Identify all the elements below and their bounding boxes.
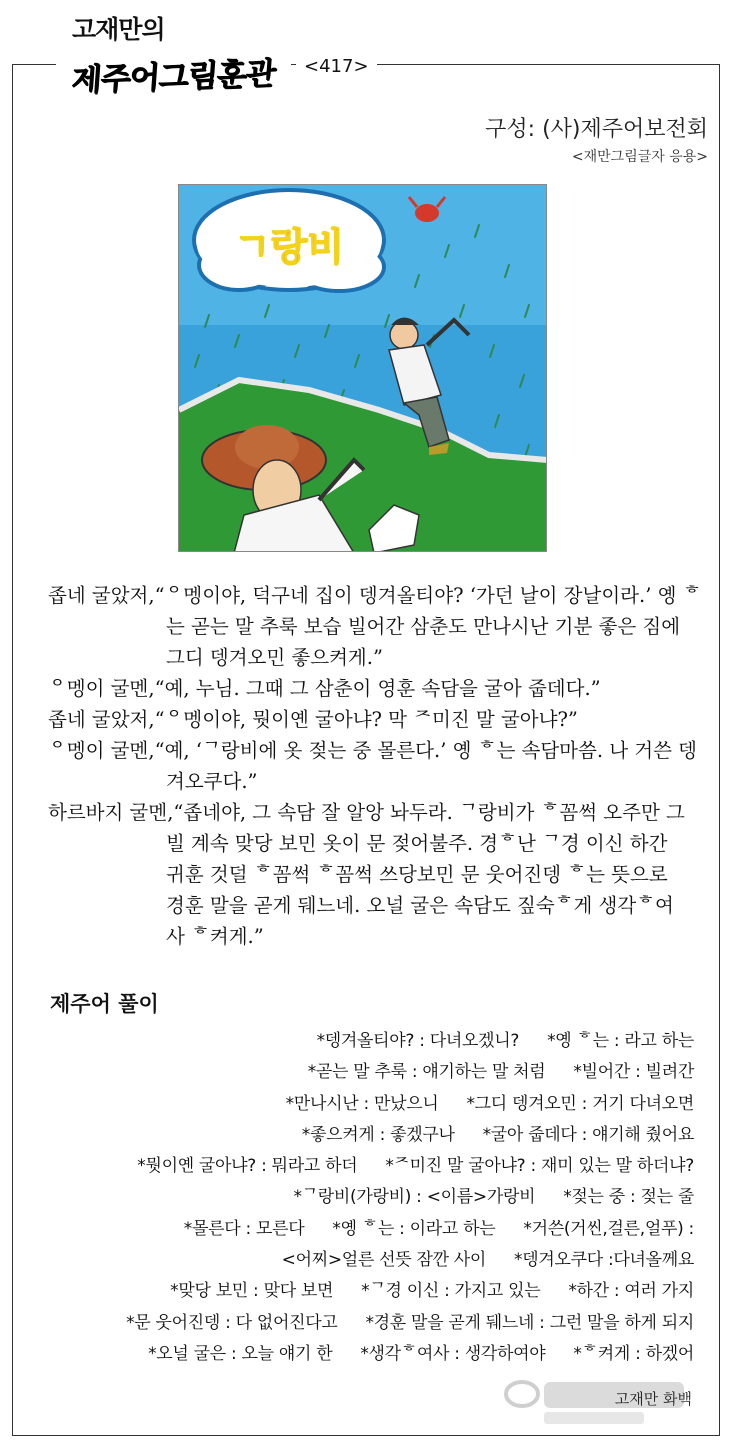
series-title: 고재만의	[72, 15, 165, 44]
glossary-term: *옝 ᄒ는 : 이라고 하는	[332, 1218, 496, 1239]
glossary-term: *ᄒ켜게 : 하겠어	[573, 1343, 694, 1364]
glossary-row	[34, 1245, 694, 1276]
speech-line: “예, ‘ᄀ랑비에 옷 젖는 중 몰른다.’ 옝 ᄒ는 속담마씀. 나 거쓴 뎅	[154, 739, 697, 762]
glossary-term: *좋으켜게 : 좋겠구나	[301, 1124, 455, 1145]
speaker-label: ᄋ멩이 굴멘,	[48, 739, 155, 762]
glossary-list	[34, 1026, 694, 1370]
glossary-term: *빌어간 : 빌려간	[573, 1062, 694, 1083]
speech-line: “ᄋ멩이야, 덕구네 집이 뎅겨올티야? ‘가던 날이 장날이라.’ 옝 ᄒ	[154, 584, 702, 607]
speaker-label: ᄋ멩이 굴멘,	[48, 677, 155, 700]
dialogue-entry-5	[48, 797, 708, 952]
glossary-term: *생각ᄒ여사 : 생각하여야	[360, 1343, 546, 1364]
dialogue-entry-1	[48, 580, 708, 673]
speaker-label: 좁네 굴았저,	[48, 584, 155, 607]
dialogue-block	[48, 580, 708, 952]
composition-credit: 구성: (사)제주어보전회	[485, 117, 708, 142]
column-logo-text: 제주어그림훈관	[70, 54, 276, 99]
glossary-term: *문 웃어진뎅 : 다 없어진다고	[126, 1312, 338, 1333]
glossary-term: *맞당 보민 : 맞다 보면	[170, 1281, 334, 1302]
glossary-row	[34, 1308, 694, 1339]
lettering-credit: <재만그림글자 응용>	[571, 149, 708, 165]
glossary-term: *몰른다 : 모른다	[183, 1218, 305, 1239]
word-cloud	[194, 190, 384, 291]
glossary-term: *젖는 중 : 젖는 줄	[563, 1187, 694, 1208]
glossary-row	[34, 1276, 694, 1307]
dialogue-entry-2	[48, 673, 708, 704]
glossary-row	[34, 1089, 694, 1120]
dialogue-entry-3	[48, 704, 708, 735]
glossary-row	[34, 1151, 694, 1182]
speech-line: 빌 계속 맞당 보민 옷이 문 젖어불주. 경ᄒ난 ᄀ경 이신 하간	[166, 832, 668, 855]
glossary-term: *뎅겨올티야? : 다녀오겠니?	[316, 1031, 520, 1051]
cartoon-illustration	[178, 184, 547, 552]
speech-line: 는 곧는 말 추룩 보습 빌어간 삼춘도 만나시난 기분 좋은 짐에	[166, 615, 681, 638]
speech-line: “ᄋ멩이야, 뭣이옌 굴아냐? 막 ᄌ미진 말 굴아냐?”	[154, 708, 578, 731]
glossary-term: *만나시난 : 만났으니	[285, 1093, 439, 1114]
speaker-label: 하르바지 굴멘,	[48, 801, 174, 824]
glossary-term: *ᄀ랑비(가랑비) : <이름>가랑비	[293, 1187, 536, 1208]
glossary-term: *하간 : 여러 가지	[568, 1281, 694, 1302]
glossary-row	[34, 1214, 694, 1245]
rain-scene-drawing	[179, 185, 547, 552]
glossary-row	[34, 1120, 694, 1151]
cloud-title-text: ㄱ랑비	[233, 225, 345, 269]
speech-line: 경훈 말을 곧게 뒈느네. 오널 굴은 속담도 짚숙ᄒ게 생각ᄒ여	[166, 894, 674, 917]
glossary-term: *경훈 말을 곧게 뒈느네 : 그런 말을 하게 되지	[365, 1312, 694, 1333]
glossary-title: 제주어 풀이	[50, 992, 159, 1016]
glossary-term: *굴아 줍데다 : 얘기해 줬어요	[482, 1124, 694, 1145]
speech-line: 그디 뎅겨오민 좋으켜게.”	[166, 646, 383, 669]
speech-line: “예, 누님. 그때 그 삼춘이 영훈 속담을 굴아 줍데다.”	[154, 677, 601, 700]
glossary-row	[34, 1026, 694, 1057]
speech-line: 사 ᄒ켜게.”	[166, 925, 264, 948]
issue-number: <417>	[296, 56, 377, 77]
dialogue-entry-4	[48, 735, 708, 797]
glossary-term: *ᄌ미진 말 굴아냐? : 재미 있는 말 하더냐?	[385, 1156, 694, 1177]
glossary-term: *뭣이옌 굴아냐? : 뭐라고 하더	[137, 1156, 358, 1177]
glossary-term: *거쓴(거씬,걸른,얼푸) :	[523, 1218, 694, 1239]
speech-line: “좁네야, 그 속담 잘 알앙 놔두라. ᄀ랑비가 ᄒ꼼썩 오주만 그	[173, 801, 685, 824]
glossary-term: *뎅겨오쿠다 :다녀올께요	[514, 1250, 694, 1271]
artist-signature: 고재만 화백	[614, 1390, 692, 1408]
speaker-label: 좁네 굴았저,	[48, 708, 155, 731]
speech-line: 겨오쿠다.”	[166, 770, 258, 793]
glossary-row	[34, 1339, 694, 1370]
glossary-row	[34, 1182, 694, 1213]
glossary-term: <어찌>얼른 선뜻 잠깐 사이	[281, 1250, 487, 1271]
glossary-row	[34, 1057, 694, 1088]
speech-line: 귀훈 것덜 ᄒ꼼썩 ᄒ꼼썩 쓰당보민 문 웃어진뎅 ᄒ는 뜻으로	[166, 863, 668, 886]
glossary-term: *옝 ᄒ는 : 라고 하는	[547, 1031, 694, 1051]
glossary-term: *그디 뎅겨오민 : 거기 다녀오면	[466, 1093, 694, 1114]
glossary-term: *곧는 말 추룩 : 얘기하는 말 처럼	[307, 1062, 546, 1083]
column-logo	[56, 50, 291, 99]
glossary-term: *ᄀ경 이신 : 가지고 있는	[361, 1281, 541, 1302]
glossary-term: *오널 굴은 : 오늘 얘기 한	[148, 1343, 333, 1364]
